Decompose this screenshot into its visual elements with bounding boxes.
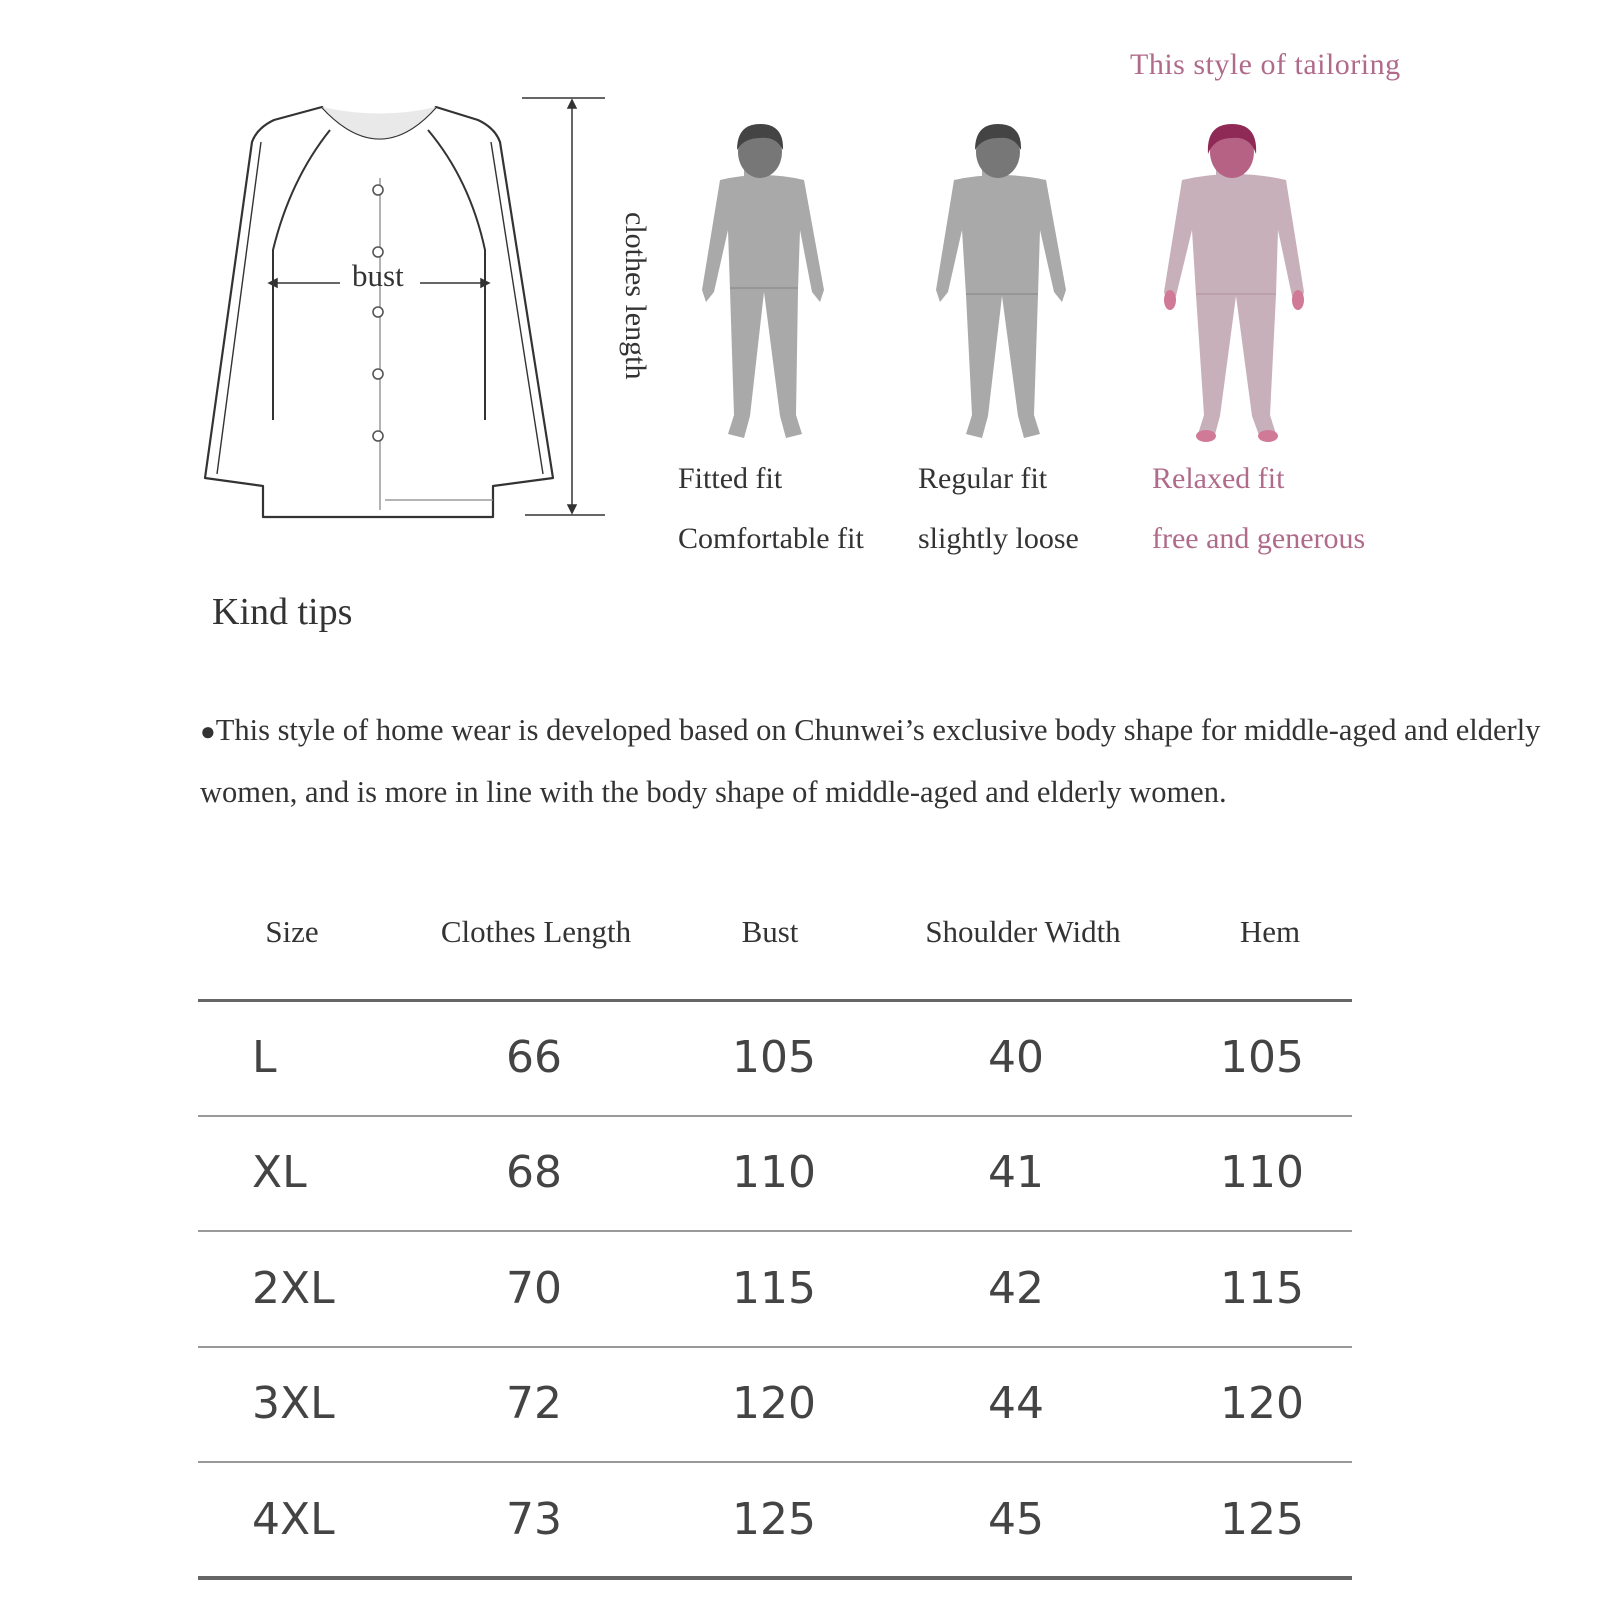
cell-size: XL [252, 1147, 307, 1198]
table-header-bust: Bust [741, 914, 799, 949]
fit-desc-relaxed: free and generous [1152, 522, 1366, 555]
table-header-shoulder-width: Shoulder Width [925, 914, 1121, 949]
cell-bust: 105 [732, 1032, 816, 1083]
bust-label: bust [352, 258, 404, 293]
row-divider [198, 1115, 1352, 1117]
button-column [373, 185, 383, 441]
cell-shoulder-width: 42 [988, 1263, 1044, 1314]
regular-fit-figure-icon [928, 120, 1073, 450]
cell-bust: 125 [732, 1494, 816, 1545]
garment-diagram [195, 90, 645, 540]
cell-hem: 125 [1220, 1494, 1304, 1545]
cell-size: 4XL [252, 1494, 335, 1545]
cell-size: 3XL [252, 1378, 335, 1429]
cell-shoulder-width: 40 [988, 1032, 1044, 1083]
cell-hem: 105 [1220, 1032, 1304, 1083]
cell-hem: 110 [1220, 1147, 1304, 1198]
cell-shoulder-width: 44 [988, 1378, 1044, 1429]
relaxed-fit-figure-icon [1160, 120, 1310, 450]
length-arrow [522, 98, 605, 515]
kind-tips-title: Kind tips [212, 591, 353, 633]
cell-hem: 115 [1220, 1263, 1304, 1314]
table-header-size: Size [265, 914, 319, 949]
tailoring-label: This style of tailoring [1130, 48, 1401, 81]
row-divider [198, 1461, 1352, 1463]
tip-text: This style of home wear is developed based on Chunwei’s exclusive body shape for middle-aged and elderly women, and is more in line with the body shape of middle-aged and elderly women. [200, 713, 1541, 809]
tip-paragraph [200, 700, 1570, 822]
fit-name-relaxed: Relaxed fit [1152, 462, 1285, 495]
row-divider [198, 1230, 1352, 1232]
cell-size: L [252, 1032, 277, 1083]
cell-clothes-length: 73 [506, 1494, 562, 1545]
fit-desc-fitted: Comfortable fit [678, 522, 864, 555]
cell-clothes-length: 68 [506, 1147, 562, 1198]
clothes-length-label: clothes length [619, 212, 652, 380]
fitted-fit-figure-icon [690, 120, 835, 450]
fit-desc-regular: slightly loose [918, 522, 1079, 555]
bullet-icon: ● [200, 717, 216, 746]
cell-shoulder-width: 45 [988, 1494, 1044, 1545]
table-header-hem: Hem [1239, 914, 1301, 949]
cell-bust: 120 [732, 1378, 816, 1429]
cell-bust: 115 [732, 1263, 816, 1314]
cell-clothes-length: 66 [506, 1032, 562, 1083]
table-bottom-rule [198, 1576, 1352, 1580]
fit-name-regular: Regular fit [918, 462, 1048, 495]
cell-clothes-length: 70 [506, 1263, 562, 1314]
cell-size: 2XL [252, 1263, 335, 1314]
cell-clothes-length: 72 [506, 1378, 562, 1429]
cell-hem: 120 [1220, 1378, 1304, 1429]
row-divider [198, 1346, 1352, 1348]
table-header-rule [198, 999, 1352, 1002]
cell-bust: 110 [732, 1147, 816, 1198]
cell-shoulder-width: 41 [988, 1147, 1044, 1198]
fit-name-fitted: Fitted fit [678, 462, 783, 495]
table-header-clothes-length: Clothes Length [440, 914, 632, 949]
